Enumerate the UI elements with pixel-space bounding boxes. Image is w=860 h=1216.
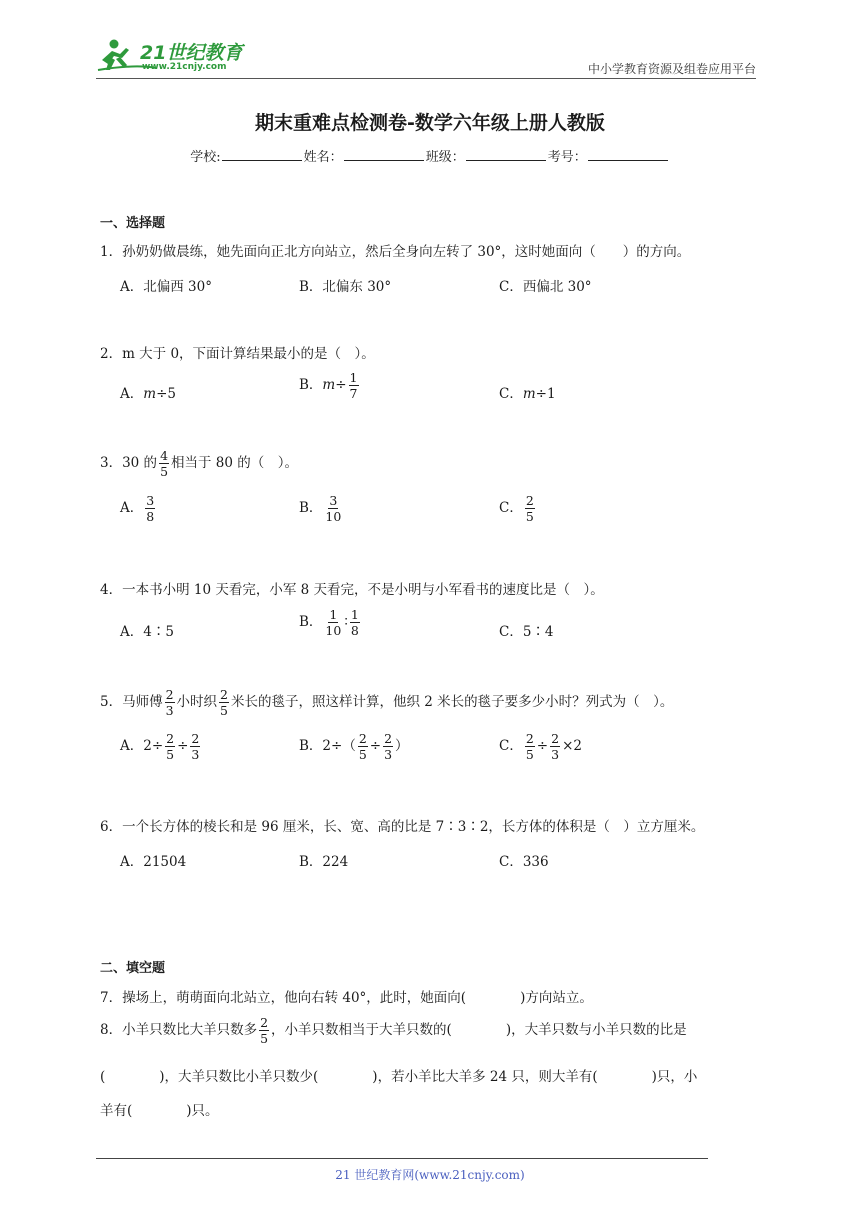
denominator: 5 <box>160 464 169 480</box>
question-text: 8．小羊只数比大羊只数多 <box>100 1022 258 1039</box>
fraction <box>190 732 200 761</box>
numerator: 1 <box>349 370 358 385</box>
q6-option-b: B．224 <box>299 854 349 870</box>
numerator: 2 <box>166 731 175 746</box>
denominator: 10 <box>325 509 342 525</box>
school-blank <box>222 148 302 161</box>
school-label: 学校: <box>190 150 221 165</box>
logo-url: www.21cnjy.com <box>142 62 227 72</box>
q1-option-c: C．西偏北 30° <box>499 279 592 295</box>
denominator: 3 <box>384 747 393 763</box>
fraction <box>259 1016 269 1045</box>
name-blank <box>344 148 424 161</box>
denominator: 3 <box>551 747 560 763</box>
denominator: 5 <box>220 703 228 719</box>
fraction <box>525 494 535 523</box>
question-4: 4．一本书小明 10 天看完，小军 8 天看完，不是小明与小军看书的速度比是（ ）。 <box>100 582 604 598</box>
fraction <box>550 732 560 761</box>
question-8-line-1 <box>100 1016 687 1045</box>
fraction <box>349 371 359 400</box>
fraction <box>525 732 535 761</box>
operator: ÷ <box>177 738 189 755</box>
option-letter: B．2÷（ <box>299 738 356 755</box>
q4-option-b <box>299 608 362 637</box>
option-letter: B． <box>299 500 323 517</box>
option-expression: ÷5 <box>156 386 176 402</box>
site-logo <box>96 34 266 78</box>
numerator: 2 <box>358 731 367 746</box>
numerator: 2 <box>260 1015 269 1030</box>
question-7: 7．操场上，萌萌面向北站立，他向右转 40°，此时，她面向( )方向站立。 <box>100 990 593 1006</box>
header-divider <box>96 78 756 79</box>
fraction <box>219 688 229 717</box>
option-letter: A． <box>120 386 144 402</box>
option-letter: A．2÷ <box>120 738 164 755</box>
question-8-line-2: ( )，大羊只数比小羊只数少( )，若小羊比大羊多 24 只，则大羊有( )只，小 <box>100 1069 698 1085</box>
q5-option-a <box>120 732 202 761</box>
q3-option-b <box>299 494 344 523</box>
fraction <box>350 608 360 637</box>
q4-option-a: A．4∶5 <box>120 624 174 640</box>
denominator: 5 <box>525 747 534 763</box>
q5-option-c <box>499 732 582 761</box>
fraction <box>145 494 155 523</box>
operator: ÷ <box>536 738 549 755</box>
question-2: 2．m 大于 0，下面计算结果最小的是（ ）。 <box>100 346 375 362</box>
class-label: 班级： <box>425 150 465 165</box>
option-expression: ÷1 <box>535 386 556 402</box>
operator: ÷ <box>335 377 347 394</box>
fraction <box>324 608 342 637</box>
numerator: 2 <box>551 731 560 746</box>
denominator: 8 <box>350 623 359 639</box>
page-title: 期末重难点检测卷-数学六年级上册人教版 <box>255 112 605 134</box>
footer-source: 21 世纪教育网(www.21cnjy.com) <box>335 1168 525 1182</box>
question-text: 相当于 80 的（ ）。 <box>171 455 299 472</box>
variable-m: m <box>522 386 536 402</box>
option-expression: ×2 <box>562 738 582 755</box>
numerator: 1 <box>350 607 359 622</box>
numerator: 3 <box>146 493 155 508</box>
q3-option-a <box>120 494 157 523</box>
logo-text: 21世纪教育 <box>140 42 243 64</box>
q2-option-a <box>120 382 176 402</box>
question-1: 1．孙奶奶做晨练，她先面向正北方向站立，然后全身向左转了 30°，这时她面向（ ）的方向。 <box>100 244 691 260</box>
denominator: 3 <box>165 703 174 719</box>
q4-option-c: C．5∶4 <box>499 624 554 640</box>
question-text: 米长的毯子，照这样计算，他织 2 米长的毯子要多少小时？列式为（ ）。 <box>231 694 674 711</box>
question-6: 6．一个长方体的棱长和是 96 厘米，长、宽、高的比是 7∶3∶2，长方体的体积是（ ）立方厘米。 <box>100 819 705 835</box>
denominator: 10 <box>325 623 342 639</box>
question-5 <box>100 688 673 717</box>
footer-divider <box>96 1158 708 1159</box>
denominator: 5 <box>525 509 534 525</box>
q6-option-c: C．336 <box>499 854 549 870</box>
ratio-colon: ∶ <box>344 614 348 631</box>
section-heading-choice: 一、选择题 <box>100 216 166 231</box>
question-text: ，小羊只数相当于大羊只数的( )，大羊只数与小羊只数的比是 <box>271 1022 687 1039</box>
q2-option-b <box>299 371 361 400</box>
question-text: 5．马师傅 <box>100 694 163 711</box>
closing-paren: ） <box>395 738 409 755</box>
option-letter: B． <box>299 377 323 394</box>
q3-option-c <box>499 494 537 523</box>
variable-m: m <box>143 386 157 402</box>
fraction <box>383 732 393 761</box>
denominator: 7 <box>349 386 358 402</box>
denominator: 5 <box>260 1031 269 1047</box>
variable-m: m <box>322 377 336 394</box>
operator: ÷ <box>369 738 382 755</box>
fraction <box>324 494 342 523</box>
fraction <box>159 449 169 478</box>
denominator: 8 <box>146 509 155 525</box>
numerator: 2 <box>384 731 393 746</box>
section-heading-fill: 二、填空题 <box>100 961 166 976</box>
q5-option-b <box>299 732 409 761</box>
question-3 <box>100 449 298 478</box>
denominator: 3 <box>191 747 200 763</box>
option-letter: B． <box>299 614 323 631</box>
exam-number-blank <box>588 148 668 161</box>
question-text: 3．30 的 <box>100 455 158 472</box>
denominator: 5 <box>358 747 367 763</box>
name-label: 姓名： <box>303 150 343 165</box>
numerator: 3 <box>329 493 338 508</box>
option-letter: A． <box>120 500 144 517</box>
option-letter: C． <box>499 386 523 402</box>
exam-number-label: 考号： <box>547 150 587 165</box>
question-8-line-3: 羊有( )只。 <box>100 1103 219 1119</box>
fraction <box>165 688 175 717</box>
numerator: 2 <box>525 731 534 746</box>
option-letter: C． <box>499 500 523 517</box>
numerator: 2 <box>165 687 174 702</box>
header-tagline: 中小学教育资源及组卷应用平台 <box>587 62 756 76</box>
student-info-line <box>0 146 860 165</box>
q1-option-a: A．北偏西 30° <box>120 279 212 295</box>
class-blank <box>466 148 546 161</box>
denominator: 5 <box>166 747 175 763</box>
fraction <box>358 732 368 761</box>
q1-option-b: B．北偏东 30° <box>299 279 392 295</box>
q2-option-c <box>499 382 556 402</box>
numerator: 4 <box>160 448 169 463</box>
numerator: 2 <box>220 687 228 702</box>
numerator: 2 <box>525 493 534 508</box>
numerator: 2 <box>191 731 200 746</box>
option-letter: C． <box>499 738 523 755</box>
fraction <box>165 732 175 761</box>
numerator: 1 <box>329 607 338 622</box>
question-text: 小时织 <box>176 694 218 711</box>
q6-option-a: A．21504 <box>120 854 187 870</box>
